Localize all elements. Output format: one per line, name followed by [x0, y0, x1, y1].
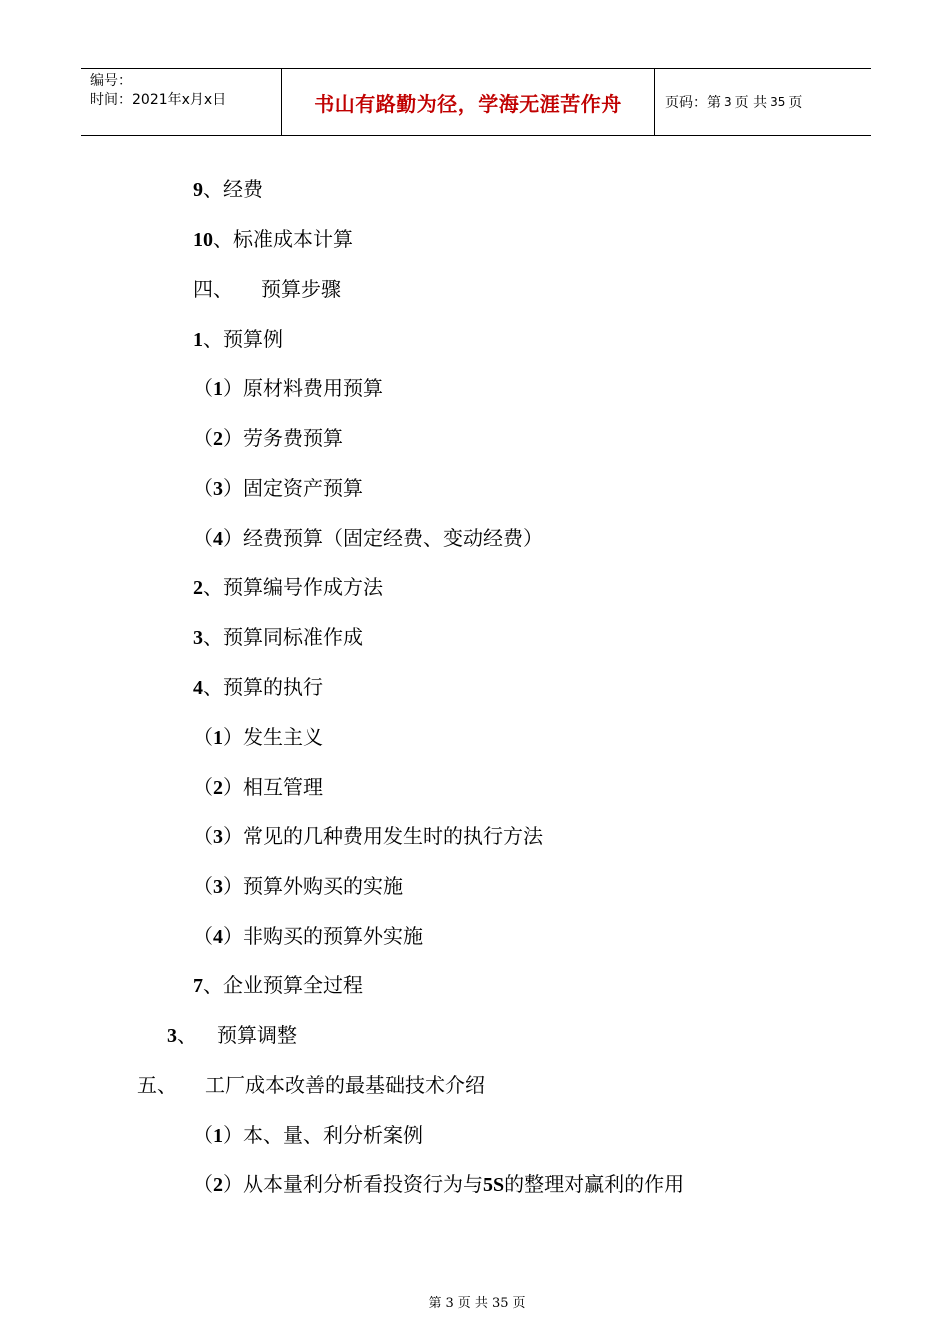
- item-number: 4: [213, 528, 223, 550]
- item-number: 2: [213, 777, 223, 799]
- item-text: ）本、量、利分析案例: [223, 1123, 423, 1147]
- section-heading-five: [137, 1073, 485, 1097]
- item-number: 2: [213, 1174, 223, 1196]
- item-number: 9: [193, 179, 203, 201]
- sub-item: （4）非购买的预算外实施: [193, 924, 423, 948]
- item-number: 1: [193, 329, 203, 351]
- page-current: 3: [724, 95, 732, 109]
- time-label: 时间：2021年x月x日: [90, 92, 227, 108]
- section-number: 四、: [193, 277, 233, 301]
- sub-item: （1）本、量、利分析案例: [193, 1123, 423, 1147]
- footer-current: 3: [445, 1296, 454, 1311]
- footer-prefix: 第: [428, 1296, 442, 1311]
- sub-item: （1）发生主义: [193, 725, 323, 749]
- sub-item: （1）原材料费用预算: [193, 376, 383, 400]
- item-text: 、企业预算全过程: [203, 973, 363, 997]
- item-text: ）原材料费用预算: [223, 376, 383, 400]
- item-number: 7: [193, 975, 203, 997]
- sub-item: （3）常见的几种费用发生时的执行方法: [193, 824, 543, 848]
- item-number: 2: [193, 577, 203, 599]
- item-number: 3: [193, 627, 203, 649]
- item-number: 3: [167, 1025, 177, 1047]
- page-total: 35: [770, 95, 786, 109]
- sub-item: （3）预算外购买的实施: [193, 874, 403, 898]
- page-prefix: 页码：第: [665, 95, 721, 111]
- outline-line: [193, 973, 363, 998]
- item-text: ）经费预算（固定经费、变动经费）: [223, 526, 543, 550]
- outline-line: [193, 625, 363, 650]
- outline-line: [193, 575, 383, 600]
- item-text: ）非购买的预算外实施: [223, 924, 423, 948]
- header-meta-cell: [81, 69, 282, 135]
- footer-suffix: 页: [512, 1296, 526, 1311]
- item-text: ）劳务费预算: [223, 426, 343, 450]
- item-number: 3: [213, 876, 223, 898]
- section-title: 预算步骤: [261, 277, 341, 301]
- item-text: ）相互管理: [223, 775, 323, 799]
- item-text: ）发生主义: [223, 725, 323, 749]
- page-suffix: 页: [788, 95, 803, 111]
- item-number: 4: [213, 926, 223, 948]
- sub-item: （2）劳务费预算: [193, 426, 343, 450]
- item-inline-code: 5S: [483, 1174, 505, 1196]
- outline-line-10: [193, 227, 353, 252]
- sub-item: （2）相互管理: [193, 775, 323, 799]
- header-motto-cell: [282, 69, 655, 135]
- item-text: 、预算的执行: [203, 675, 323, 699]
- serial-label: 编号：: [90, 73, 132, 89]
- item-number: 1: [213, 378, 223, 400]
- item-number: 1: [213, 727, 223, 749]
- outline-line-9: [193, 177, 263, 202]
- item-number: 2: [213, 428, 223, 450]
- motto-text: 书山有路勤为径，学海无涯苦作舟: [314, 91, 622, 116]
- item-text: ）常见的几种费用发生时的执行方法: [223, 824, 543, 848]
- item-text: 、经费: [203, 177, 263, 201]
- item-text: 预算调整: [217, 1023, 297, 1047]
- section-title: 工厂成本改善的最基础技术介绍: [205, 1073, 485, 1097]
- section-number: 五、: [137, 1073, 177, 1097]
- item-number: 3: [213, 478, 223, 500]
- item-number: 3: [213, 826, 223, 848]
- item-text: 、预算同标准作成: [203, 625, 363, 649]
- header-page-cell: [655, 69, 871, 135]
- section-heading-four: [193, 277, 341, 301]
- item-number: 10: [193, 229, 213, 251]
- page-header: [81, 68, 871, 136]
- outline-line: [193, 675, 323, 700]
- page-mid: 页 共: [734, 95, 768, 111]
- outline-line: [193, 327, 283, 352]
- page-footer: [0, 1292, 950, 1311]
- sub-item: （4）经费预算（固定经费、变动经费）: [193, 526, 543, 550]
- item-text-tail: 的整理对赢利的作用: [504, 1172, 685, 1196]
- sub-item: （2）从本量利分析看投资行为与5S的整理对赢利的作用: [193, 1172, 685, 1196]
- item-text: 、标准成本计算: [213, 227, 353, 251]
- outline-line-budget-adjust: 3、 预算调整: [167, 1023, 297, 1047]
- item-number: 4: [193, 677, 203, 699]
- item-number: 1: [213, 1125, 223, 1147]
- item-text: ）从本量利分析看投资行为与: [223, 1172, 483, 1196]
- sub-item: （3）固定资产预算: [193, 476, 363, 500]
- item-text: ）预算外购买的实施: [223, 874, 403, 898]
- item-text: 、预算编号作成方法: [203, 575, 383, 599]
- item-text: 、预算例: [203, 327, 283, 351]
- footer-mid: 页 共: [457, 1296, 488, 1311]
- footer-total: 35: [491, 1296, 509, 1311]
- item-text: ）固定资产预算: [223, 476, 363, 500]
